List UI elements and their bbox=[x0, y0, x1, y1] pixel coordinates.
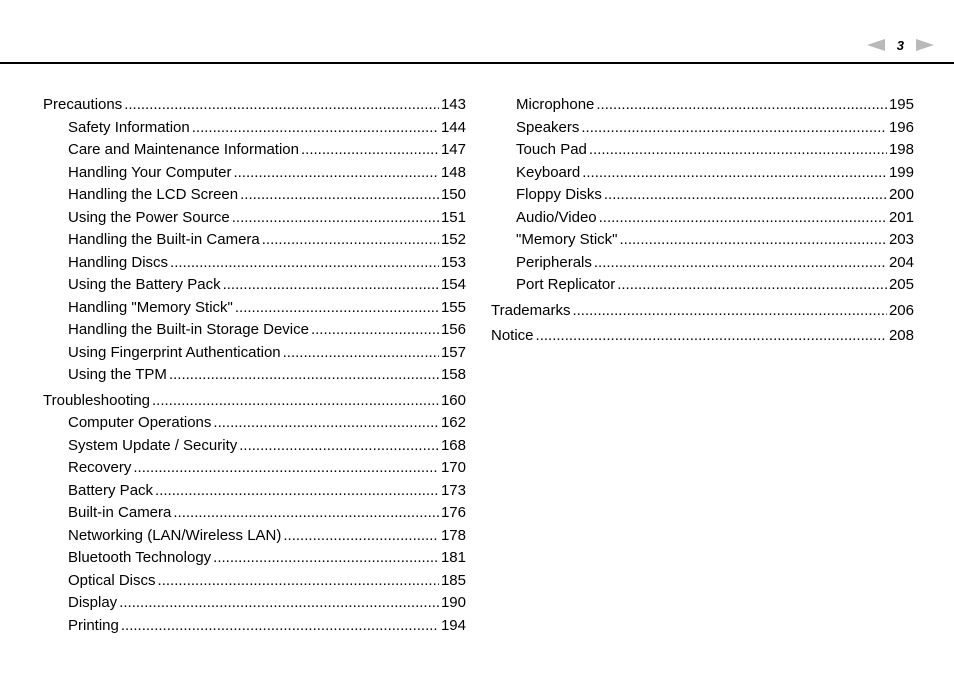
toc-dot-leader bbox=[232, 207, 439, 230]
toc-entry-page-number: 181 bbox=[440, 549, 466, 566]
toc-entry-label: Audio/Video bbox=[516, 208, 597, 226]
toc-entry-page-number: 178 bbox=[440, 526, 466, 544]
toc-subsection-entry[interactable] bbox=[43, 319, 466, 342]
toc-entry-label: Printing bbox=[68, 616, 119, 634]
toc-dot-leader bbox=[133, 457, 439, 480]
toc-entry-page-number: 190 bbox=[440, 594, 466, 611]
toc-entry-page-number: 156 bbox=[440, 321, 466, 338]
toc-entry-page-number: 206 bbox=[888, 301, 914, 319]
toc-subsection-entry[interactable] bbox=[43, 342, 466, 365]
toc-subsection-entry[interactable] bbox=[491, 117, 914, 140]
toc-entry-label: Speakers bbox=[516, 118, 580, 136]
toc-subsection-entry[interactable] bbox=[491, 207, 914, 230]
toc-subsection-entry[interactable] bbox=[43, 435, 466, 458]
page-number: 3 bbox=[896, 37, 904, 53]
toc-entry-label: Floppy Disks bbox=[516, 186, 602, 203]
toc-dot-leader bbox=[223, 274, 439, 297]
toc-dot-leader bbox=[124, 94, 439, 117]
toc-subsection-entry[interactable] bbox=[43, 457, 466, 480]
toc-entry-page-number: 199 bbox=[888, 163, 914, 181]
header-divider bbox=[0, 62, 954, 64]
toc-entry-label: Bluetooth Technology bbox=[68, 549, 212, 566]
toc-dot-leader bbox=[596, 94, 887, 117]
toc-subsection-entry[interactable] bbox=[43, 364, 466, 387]
toc-dot-leader bbox=[617, 274, 887, 297]
toc-entry-page-number: 195 bbox=[888, 96, 914, 113]
toc-dot-leader bbox=[301, 139, 439, 162]
toc-entry-page-number: 168 bbox=[440, 436, 466, 454]
toc-subsection-entry[interactable] bbox=[43, 412, 466, 435]
toc-entry-label: "Memory Stick" bbox=[516, 231, 618, 248]
toc-entry-page-number: 158 bbox=[440, 366, 466, 383]
toc-dot-leader bbox=[240, 184, 439, 207]
toc-entry-page-number: 153 bbox=[440, 253, 466, 271]
toc-dot-leader bbox=[119, 592, 439, 615]
toc-section-entry[interactable] bbox=[43, 94, 466, 117]
toc-entry-page-number: 155 bbox=[440, 298, 466, 316]
toc-entry-label: Microphone bbox=[516, 96, 595, 113]
toc-subsection-entry[interactable] bbox=[43, 615, 466, 638]
toc-entry-label: Using the Power Source bbox=[68, 208, 230, 226]
toc-subsection-entry[interactable] bbox=[43, 207, 466, 230]
toc-entry-page-number: 152 bbox=[440, 231, 466, 248]
toc-entry-page-number: 150 bbox=[440, 186, 466, 203]
page-header bbox=[0, 0, 954, 64]
toc-entry-label: Handling Your Computer bbox=[68, 163, 232, 181]
toc-dot-leader bbox=[572, 300, 887, 323]
toc-dot-leader bbox=[233, 162, 439, 185]
toc-dot-leader bbox=[620, 229, 887, 252]
toc-entry-label: Port Replicator bbox=[516, 276, 616, 293]
toc-entry-page-number: 143 bbox=[440, 96, 466, 113]
toc-entry-page-number: 176 bbox=[440, 504, 466, 521]
toc-entry-page-number: 194 bbox=[440, 616, 466, 634]
toc-subsection-entry[interactable] bbox=[491, 184, 914, 207]
toc-entry-label: Peripherals bbox=[516, 253, 592, 271]
toc-subsection-entry[interactable] bbox=[43, 547, 466, 570]
toc-dot-leader bbox=[239, 435, 439, 458]
toc-entry-page-number: 154 bbox=[440, 276, 466, 293]
toc-section-entry[interactable] bbox=[491, 325, 914, 348]
toc-subsection-entry[interactable] bbox=[43, 570, 466, 593]
toc-entry-label: Keyboard bbox=[516, 163, 581, 181]
toc-subsection-entry[interactable] bbox=[43, 229, 466, 252]
toc-subsection-entry[interactable] bbox=[491, 139, 914, 162]
toc-entry-label: Care and Maintenance Information bbox=[68, 141, 299, 158]
toc-entry-label: Using the TPM bbox=[68, 366, 167, 383]
toc-subsection-entry[interactable] bbox=[43, 274, 466, 297]
toc-entry-label: Handling "Memory Stick" bbox=[68, 298, 233, 316]
toc-dot-leader bbox=[152, 390, 439, 413]
toc-entry-label: Networking (LAN/Wireless LAN) bbox=[68, 526, 282, 544]
toc-subsection-entry[interactable] bbox=[43, 525, 466, 548]
toc-section-entry[interactable] bbox=[43, 390, 466, 413]
toc-entry-label: Notice bbox=[491, 327, 534, 344]
toc-dot-leader bbox=[599, 207, 887, 230]
toc-subsection-entry[interactable] bbox=[43, 162, 466, 185]
toc-dot-leader bbox=[311, 319, 439, 342]
toc-subsection-entry[interactable] bbox=[43, 139, 466, 162]
toc-entry-page-number: 173 bbox=[440, 481, 466, 499]
toc-subsection-entry[interactable] bbox=[43, 480, 466, 503]
toc-dot-leader bbox=[594, 252, 887, 275]
toc-entry-label: Handling the Built-in Storage Device bbox=[68, 321, 309, 338]
toc-entry-page-number: 201 bbox=[888, 208, 914, 226]
toc-entry-page-number: 185 bbox=[440, 571, 466, 589]
toc-dot-leader bbox=[158, 570, 439, 593]
toc-entry-page-number: 157 bbox=[440, 343, 466, 361]
toc-entry-label: Using Fingerprint Authentication bbox=[68, 343, 281, 361]
toc-entry-page-number: 196 bbox=[888, 118, 914, 136]
toc-dot-leader bbox=[213, 547, 439, 570]
toc-dot-leader bbox=[582, 162, 887, 185]
toc-column-left bbox=[43, 94, 466, 637]
toc-subsection-entry[interactable] bbox=[491, 229, 914, 252]
toc-entry-label: Touch Pad bbox=[516, 141, 587, 158]
toc-subsection-entry[interactable] bbox=[43, 184, 466, 207]
toc-column-right bbox=[491, 94, 914, 348]
toc-entry-label: Safety Information bbox=[68, 118, 190, 136]
toc-entry-page-number: 170 bbox=[440, 459, 466, 476]
toc-entry-page-number: 200 bbox=[888, 186, 914, 203]
toc-entry-label: Using the Battery Pack bbox=[68, 276, 221, 293]
toc-entry-label: Optical Discs bbox=[68, 571, 156, 589]
toc-subsection-entry[interactable] bbox=[491, 162, 914, 185]
toc-entry-label: Battery Pack bbox=[68, 481, 154, 499]
toc-entry-label: Recovery bbox=[68, 459, 132, 476]
toc-dot-leader bbox=[536, 325, 887, 348]
toc-entry-page-number: 198 bbox=[888, 141, 914, 158]
toc-entry-label: Precautions bbox=[43, 96, 123, 113]
previous-page-arrow-icon[interactable] bbox=[867, 39, 885, 51]
toc-entry-label: System Update / Security bbox=[68, 436, 238, 454]
toc-entry-label: Handling the LCD Screen bbox=[68, 186, 239, 203]
toc-dot-leader bbox=[170, 252, 439, 275]
toc-dot-leader bbox=[262, 229, 439, 252]
toc-dot-leader bbox=[235, 297, 439, 320]
toc-dot-leader bbox=[283, 342, 439, 365]
toc-entry-label: Built-in Camera bbox=[68, 504, 172, 521]
toc-dot-leader bbox=[604, 184, 887, 207]
toc-entry-label: Display bbox=[68, 594, 118, 611]
toc-entry-page-number: 148 bbox=[440, 163, 466, 181]
toc-dot-leader bbox=[581, 117, 887, 140]
toc-subsection-entry[interactable] bbox=[491, 94, 914, 117]
toc-subsection-entry[interactable] bbox=[43, 117, 466, 140]
toc-subsection-entry[interactable] bbox=[43, 502, 466, 525]
page-navigation bbox=[867, 36, 934, 54]
toc-entry-page-number: 208 bbox=[888, 327, 914, 344]
toc-entry-page-number: 160 bbox=[440, 391, 466, 409]
toc-entry-label: Troubleshooting bbox=[43, 391, 151, 409]
toc-subsection-entry[interactable] bbox=[491, 252, 914, 275]
toc-section-entry[interactable] bbox=[491, 300, 914, 323]
toc-dot-leader bbox=[169, 364, 439, 387]
toc-dot-leader bbox=[213, 412, 439, 435]
toc-entry-page-number: 162 bbox=[440, 414, 466, 431]
toc-entry-label: Trademarks bbox=[491, 301, 571, 319]
toc-dot-leader bbox=[283, 525, 439, 548]
toc-subsection-entry[interactable] bbox=[43, 297, 466, 320]
toc-subsection-entry[interactable] bbox=[43, 252, 466, 275]
toc-entry-label: Computer Operations bbox=[68, 414, 212, 431]
toc-entry-page-number: 203 bbox=[888, 231, 914, 248]
toc-subsection-entry[interactable] bbox=[43, 592, 466, 615]
toc-entry-page-number: 205 bbox=[888, 276, 914, 293]
toc-entry-page-number: 204 bbox=[888, 253, 914, 271]
toc-subsection-entry[interactable] bbox=[491, 274, 914, 297]
toc-dot-leader bbox=[155, 480, 439, 503]
toc-dot-leader bbox=[173, 502, 439, 525]
toc-entry-label: Handling the Built-in Camera bbox=[68, 231, 260, 248]
toc-entry-page-number: 144 bbox=[440, 118, 466, 136]
toc-entry-page-number: 147 bbox=[440, 141, 466, 158]
toc-entry-label: Handling Discs bbox=[68, 253, 169, 271]
toc-entry-page-number: 151 bbox=[440, 208, 466, 226]
toc-dot-leader bbox=[121, 615, 439, 638]
toc-dot-leader bbox=[192, 117, 439, 140]
toc-dot-leader bbox=[589, 139, 887, 162]
next-page-arrow-icon[interactable] bbox=[916, 39, 934, 51]
